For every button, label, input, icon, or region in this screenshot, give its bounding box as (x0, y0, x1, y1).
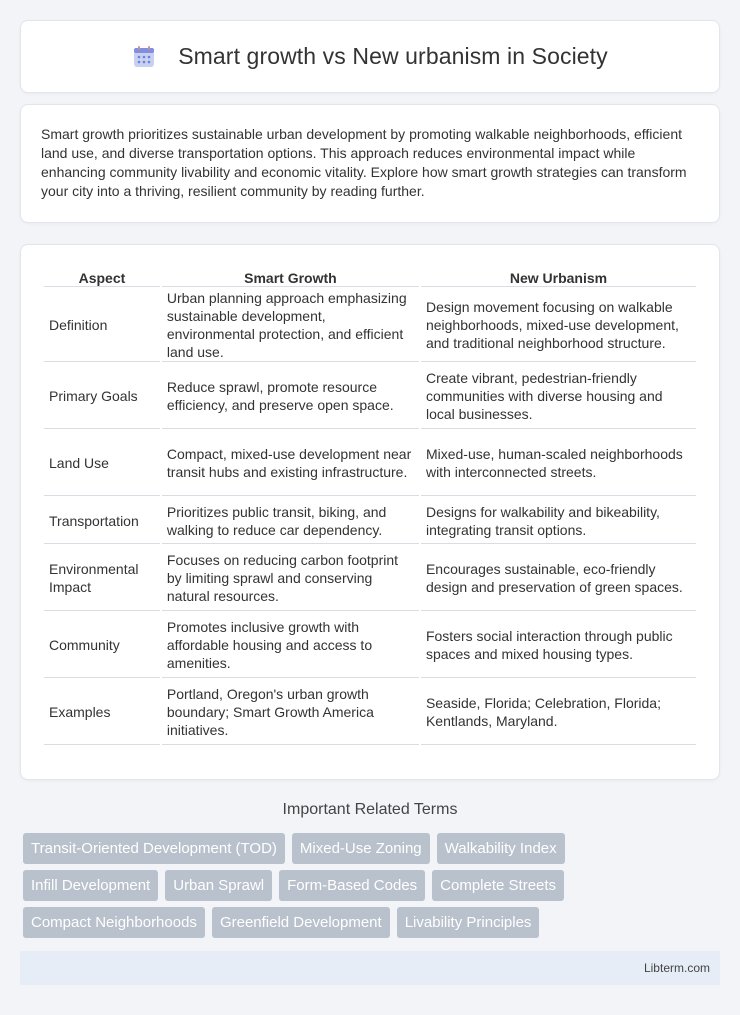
tag-mixed-use-zoning[interactable]: Mixed-Use Zoning (292, 833, 430, 864)
cell-aspect: Community (44, 613, 160, 678)
tag-transit-oriented-development[interactable]: Transit-Oriented Development (TOD) (23, 833, 285, 864)
related-terms-list (23, 833, 723, 944)
tag-row (23, 833, 723, 864)
intro-card (20, 104, 720, 223)
cell-new-urbanism: Designs for walkability and bikeability, integrating transit options. (421, 498, 696, 544)
cell-aspect: Primary Goals (44, 364, 160, 429)
cell-smart-growth: Promotes inclusive growth with affordable housing and access to amenities. (162, 613, 419, 678)
header-card (20, 20, 720, 93)
table-row (44, 613, 696, 678)
cell-aspect: Environmental Impact (44, 546, 160, 611)
cell-new-urbanism: Design movement focusing on walkable neighborhoods, mixed-use development, and traditional neighborhood structure. (421, 289, 696, 362)
footer (20, 951, 720, 985)
cell-smart-growth: Portland, Oregon's urban growth boundary; Smart Growth America initiatives. (162, 680, 419, 745)
tag-livability-principles[interactable]: Livability Principles (397, 907, 540, 938)
calendar-grid-icon (132, 45, 156, 69)
tag-compact-neighborhoods[interactable]: Compact Neighborhoods (23, 907, 205, 938)
cell-smart-growth: Compact, mixed-use development near transit hubs and existing infrastructure. (162, 431, 419, 496)
tag-row (23, 870, 723, 901)
cell-smart-growth: Urban planning approach emphasizing sustainable development, environmental protection, and efficient land use. (162, 289, 419, 362)
header-new-urbanism: New Urbanism (421, 267, 696, 287)
table-row (44, 498, 696, 544)
cell-aspect: Examples (44, 680, 160, 745)
table-row (44, 364, 696, 429)
tag-urban-sprawl[interactable]: Urban Sprawl (165, 870, 272, 901)
table-row (44, 431, 696, 496)
tag-form-based-codes[interactable]: Form-Based Codes (279, 870, 425, 901)
table-row (44, 680, 696, 745)
cell-new-urbanism: Mixed-use, human-scaled neighborhoods with interconnected streets. (421, 431, 696, 496)
cell-aspect: Transportation (44, 498, 160, 544)
table-row (44, 546, 696, 611)
related-terms-title: Important Related Terms (282, 801, 458, 818)
cell-aspect: Land Use (44, 431, 160, 496)
cell-smart-growth: Reduce sprawl, promote resource efficiency, and preserve open space. (162, 364, 419, 429)
tag-complete-streets[interactable]: Complete Streets (432, 870, 564, 901)
cell-aspect: Definition (44, 289, 160, 362)
tag-walkability-index[interactable]: Walkability Index (437, 833, 565, 864)
tag-row (23, 907, 723, 938)
tag-greenfield-development[interactable]: Greenfield Development (212, 907, 390, 938)
cell-new-urbanism: Encourages sustainable, eco-friendly design and preservation of green spaces. (421, 546, 696, 611)
cell-smart-growth: Prioritizes public transit, biking, and walking to reduce car dependency. (162, 498, 419, 544)
page-title: Smart growth vs New urbanism in Society (178, 43, 608, 69)
table-row (44, 289, 696, 362)
comparison-table (42, 265, 698, 747)
cell-new-urbanism: Seaside, Florida; Celebration, Florida; Kentlands, Maryland. (421, 680, 696, 745)
header-smart-growth: Smart Growth (162, 267, 419, 287)
intro-text: Smart growth prioritizes sustainable urban development by promoting walkable neighborhoods, efficient land use, and diverse transportation options. This approach reduces environmental impact while enhancing community livability and economic vitality. Explore how smart growth strategies can transform your city into a thriving, resilient community by reading further. (41, 126, 687, 199)
cell-new-urbanism: Create vibrant, pedestrian-friendly communities with diverse housing and local businesses. (421, 364, 696, 429)
tag-infill-development[interactable]: Infill Development (23, 870, 158, 901)
table-header-row (44, 267, 696, 287)
header-aspect: Aspect (44, 267, 160, 287)
cell-new-urbanism: Fosters social interaction through public spaces and mixed housing types. (421, 613, 696, 678)
comparison-table-card (20, 244, 720, 780)
cell-smart-growth: Focuses on reducing carbon footprint by limiting sprawl and conserving natural resources. (162, 546, 419, 611)
footer-site-link[interactable]: Libterm.com (643, 961, 710, 975)
